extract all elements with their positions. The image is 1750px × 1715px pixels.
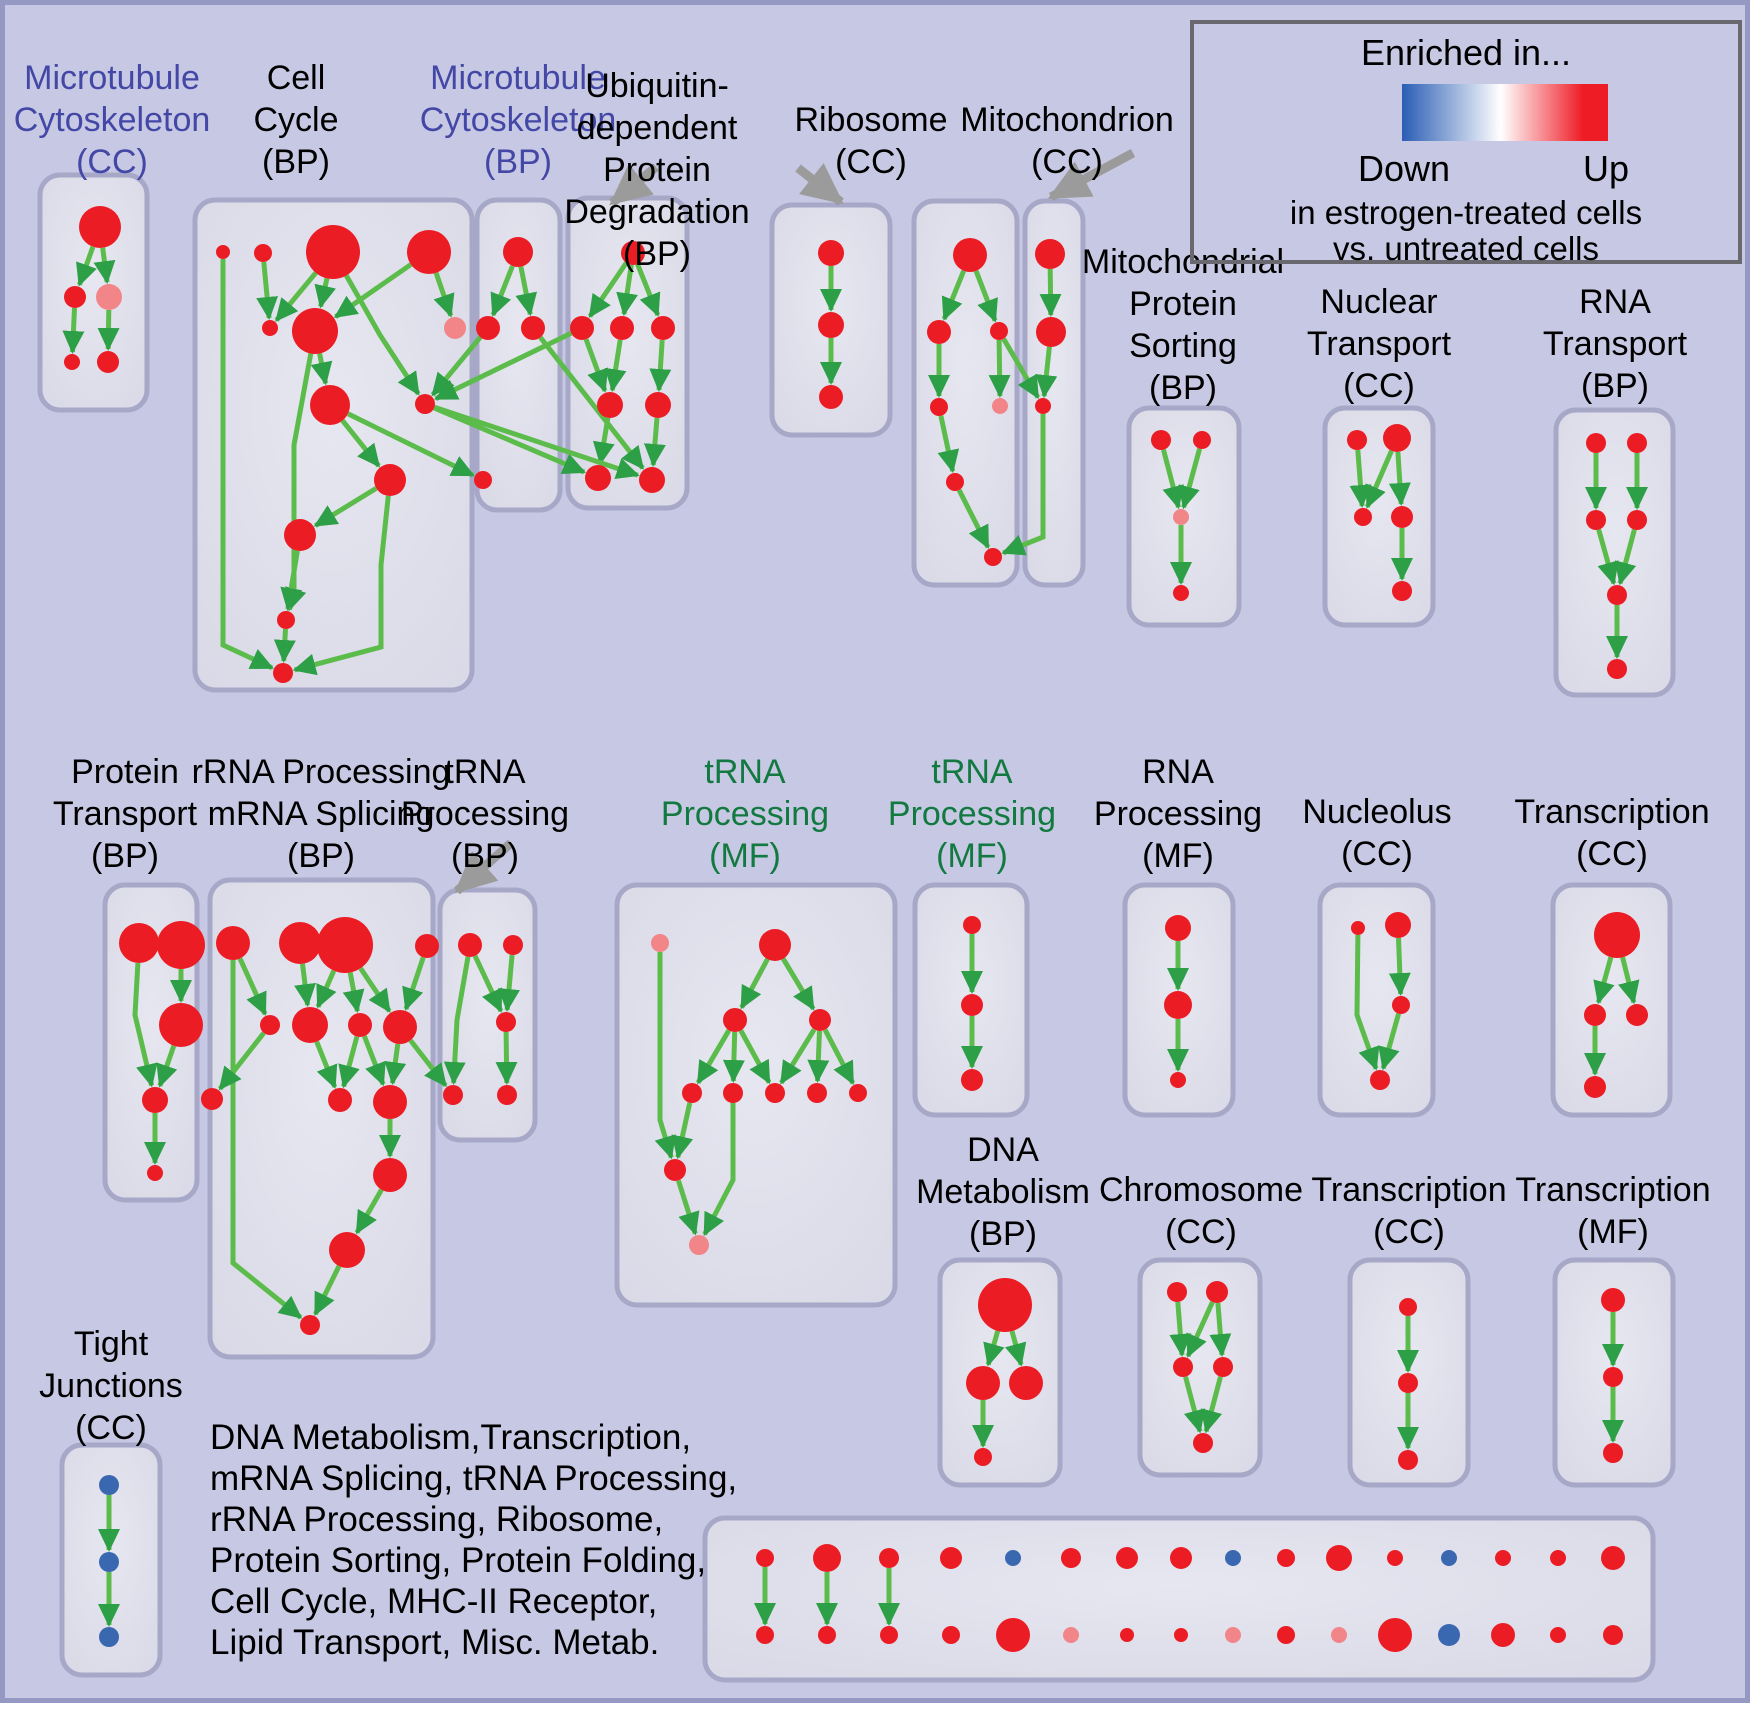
node-nucleolus-cc [1385,912,1411,938]
node-transcription-cc-upper [1594,912,1640,958]
node-trna-processing-bp [443,1085,463,1105]
node-rrna-processing-mrna-splicing-bp [328,1088,352,1112]
node-ribosome-cc [984,548,1002,566]
node-misc-categories-grid [1378,1618,1412,1652]
node-trna-processing-mf-large [682,1083,702,1103]
node-dna-metabolism-bp [974,1448,992,1466]
node-trna-processing-bp [458,933,482,957]
node-misc-categories-grid [1331,1627,1347,1643]
node-ribosome-cc [930,398,948,416]
node-rna-transport-bp [1586,510,1606,530]
node-misc-categories-grid [1120,1628,1134,1642]
cluster-label-nucleolus-cc: Nucleolus (CC) [1302,793,1452,873]
edge-mitochondrion-cc [1050,269,1051,315]
node-transcription-cc-lower [1398,1373,1418,1393]
cluster-label-microtubule-cytoskeleton-cc: Microtubule Cytoskeleton (CC) [13,59,211,181]
node-transcription-mf [1601,1288,1625,1312]
node-cell-cycle-bp [407,230,451,274]
edge-ribosome-cc [999,340,1000,396]
node-misc-categories-grid [1495,1550,1511,1566]
node-chromosome-cc [1206,1281,1228,1303]
node-microtubule-cytoskeleton-cc [96,284,122,310]
node-rna-transport-bp [1627,433,1647,453]
legend-subtitle-line2: vs. untreated cells [1333,230,1599,267]
node-nuclear-transport-cc [1391,506,1413,528]
node-cell-cycle-bp [415,394,435,414]
node-trna-processing-mf-large [759,929,791,961]
node-mitochondrial-protein-sorting-bp [1193,431,1211,449]
node-misc-categories-grid [879,1548,899,1568]
node-misc-categories-grid [940,1547,962,1569]
node-misc-categories-grid [756,1549,774,1567]
node-transcription-cc-upper [1626,1004,1648,1026]
node-misc-categories-grid [880,1626,898,1644]
node-tight-junctions-cc [99,1552,119,1572]
node-cell-cycle-bp [444,317,466,339]
node-microtubule-cytoskeleton-bp [503,237,533,267]
node-rrna-processing-mrna-splicing-bp [292,1007,328,1043]
edge-trna-processing-mf-large [818,1031,820,1081]
cluster-label-ribosome-cc: Ribosome (CC) [794,101,948,181]
misc-summary-text [210,1417,737,1663]
legend-title: Enriched in... [1360,32,1572,73]
misc-summary-line: rRNA Processing, Ribosome, [210,1500,664,1539]
edge-trna-processing-bp [506,1032,507,1083]
node-rrna-processing-mrna-splicing-bp [383,1010,417,1044]
legend-up-label: Up [1582,148,1630,189]
node-trna-processing-mf-large [689,1235,709,1255]
node-mitochondrion-cc [1035,239,1065,269]
node-trna-processing-mf-large [664,1159,686,1181]
node-chromosome-cc [1193,1433,1213,1453]
node-ribosome-cc [953,238,987,272]
node-nuclear-transport-cc [1383,424,1411,452]
node-nuclear-transport-cc [1392,581,1412,601]
node-ribosome-cc [927,320,951,344]
node-microtubule-cytoskeleton-cc [97,351,119,373]
cluster-box-nuclear-transport-cc [1325,408,1433,625]
node-mitochondrial-protein-sorting-bp [1173,509,1189,525]
node-rrna-processing-mrna-splicing-bp [317,917,373,973]
node-chromosome-cc [1173,1357,1193,1377]
node-cell-cycle-bp [310,385,350,425]
node-cell-cycle-bp [273,663,293,683]
cluster-label-rna-transport-bp: RNA Transport (BP) [1542,283,1688,405]
legend-down-label: Down [1357,148,1451,189]
node-misc-categories-grid [1550,1627,1566,1643]
node-misc-categories-grid [1441,1550,1457,1566]
node-misc-categories-grid [1063,1627,1079,1643]
node-microtubule-cytoskeleton-cc [64,354,80,370]
node-trna-processing-mf-small [961,1069,983,1091]
node-rrna-processing-mrna-splicing-bp [373,1085,407,1119]
legend-subtitle-line1: in estrogen-treated cells [1289,194,1643,231]
node-transcription-cc-upper [1584,1004,1606,1026]
cluster-label-trna-processing-mf-small: tRNA Processing (MF) [887,753,1057,875]
node-chromosome-cc [1213,1357,1233,1377]
cluster-label-tight-junctions-cc: Tight Junctions (CC) [39,1325,183,1447]
node-trna-processing-bp [497,1085,517,1105]
node-cell-cycle-bp [284,519,316,551]
node-rna-processing-mf [1164,991,1192,1019]
cluster-label-cell-cycle-bp: Cell Cycle (BP) [253,59,339,181]
node-rrna-processing-mrna-splicing-bp [260,1015,280,1035]
node-ubiquitin-degradation-bp-1 [651,316,675,340]
node-nucleolus-cc [1351,921,1365,935]
node-chromosome-cc [1167,1282,1187,1302]
node-protein-transport-bp [147,1165,163,1181]
node-transcription-cc-lower [1398,1450,1418,1470]
node-microtubule-cytoskeleton-bp [521,316,545,340]
misc-summary-line: DNA Metabolism,Transcription, [210,1418,692,1457]
node-protein-transport-bp [142,1087,168,1113]
node-misc-categories-grid [1174,1628,1188,1642]
misc-summary-line: Lipid Transport, Misc. Metab. [210,1623,660,1662]
node-cell-cycle-bp [216,245,230,259]
node-rna-transport-bp [1586,433,1606,453]
node-ribosome-cc [990,322,1008,340]
cluster-label-microtubule-cytoskeleton-bp: Microtubule Cytoskeleton (BP) [419,59,617,181]
node-ubiquitin-degradation-bp-1 [639,467,665,493]
node-trna-processing-mf-large [651,934,669,952]
node-misc-categories-grid [1005,1550,1021,1566]
cluster-label-trna-processing-bp: tRNA Processing (BP) [400,753,570,875]
node-misc-categories-grid [1491,1623,1515,1647]
edge-microtubule-cytoskeleton-cc [108,310,109,349]
node-misc-categories-grid [996,1618,1030,1652]
node-transcription-mf [1603,1367,1623,1387]
cluster-label-transcription-cc-upper: Transcription (CC) [1514,793,1710,873]
node-rrna-processing-mrna-splicing-bp [201,1088,223,1110]
node-ubiquitin-degradation-bp-2 [818,312,844,338]
node-transcription-cc-lower [1399,1298,1417,1316]
node-nucleolus-cc [1370,1070,1390,1090]
node-trna-processing-bp [496,1012,516,1032]
node-trna-processing-mf-small [963,916,981,934]
node-misc-categories-grid [818,1626,836,1644]
node-protein-transport-bp [119,923,159,963]
node-ubiquitin-degradation-bp-1 [570,316,594,340]
node-misc-categories-grid [1277,1549,1295,1567]
node-dna-metabolism-bp [966,1366,1000,1400]
node-ribosome-cc [946,473,964,491]
node-trna-processing-mf-large [723,1008,747,1032]
node-misc-categories-grid [1601,1546,1625,1570]
cluster-label-rna-processing-mf: RNA Processing (MF) [1093,753,1263,875]
node-misc-categories-grid [813,1544,841,1572]
edge-ubiquitin-degradation-bp-1 [659,340,662,390]
node-trna-processing-mf-large [807,1083,827,1103]
cluster-label-ubiquitin-degradation-bp: Ubiquitin-dependent Protein Degradation (BP) [564,67,750,273]
node-mitochondrion-cc [1035,398,1051,414]
node-ubiquitin-degradation-bp-2 [818,240,844,266]
node-cell-cycle-bp [262,320,278,336]
node-rna-transport-bp [1627,510,1647,530]
cluster-label-dna-metabolism-bp: DNA Metabolism (BP) [916,1131,1090,1253]
node-mitochondrial-protein-sorting-bp [1173,585,1189,601]
node-misc-categories-grid [1225,1550,1241,1566]
misc-summary-line: Cell Cycle, MHC-II Receptor, [210,1582,658,1621]
node-transcription-cc-upper [1584,1076,1606,1098]
node-rrna-processing-mrna-splicing-bp [415,934,439,958]
node-rrna-processing-mrna-splicing-bp [329,1232,365,1268]
cluster-box-misc-categories-grid [705,1518,1653,1680]
node-misc-categories-grid [1225,1627,1241,1643]
node-misc-categories-grid [1387,1550,1403,1566]
node-misc-categories-grid [1603,1625,1623,1645]
node-protein-transport-bp [157,921,205,969]
node-misc-categories-grid [756,1626,774,1644]
node-microtubule-cytoskeleton-cc [79,206,121,248]
node-ubiquitin-degradation-bp-2 [819,385,843,409]
node-nuclear-transport-cc [1354,508,1372,526]
node-ribosome-cc [992,398,1008,414]
node-rrna-processing-mrna-splicing-bp [373,1158,407,1192]
node-rrna-processing-mrna-splicing-bp [348,1013,372,1037]
edge-microtubule-cytoskeleton-cc [73,308,75,352]
node-ubiquitin-degradation-bp-1 [585,465,611,491]
node-rna-processing-mf [1165,915,1191,941]
node-ubiquitin-degradation-bp-1 [645,392,671,418]
node-nuclear-transport-cc [1347,430,1367,450]
legend-box [1190,20,1742,267]
cluster-label-mitochondrion-cc: Mitochondrion (CC) [960,101,1174,181]
node-misc-categories-grid [1438,1624,1460,1646]
node-nucleolus-cc [1392,996,1410,1014]
cluster-label-rrna-processing-mrna-splicing-bp: rRNA Processing mRNA Splicing (BP) [191,753,451,875]
node-trna-processing-mf-large [809,1009,831,1031]
node-ubiquitin-degradation-bp-1 [610,316,634,340]
node-cell-cycle-bp [254,244,272,262]
node-protein-transport-bp [159,1003,203,1047]
misc-summary-line: Protein Sorting, Protein Folding, [210,1541,707,1580]
node-cell-cycle-bp [277,611,295,629]
node-misc-categories-grid [1061,1548,1081,1568]
misc-summary-line: mRNA Splicing, tRNA Processing, [210,1459,738,1498]
node-cell-cycle-bp [292,308,338,354]
node-dna-metabolism-bp [978,1278,1032,1332]
node-tight-junctions-cc [99,1475,119,1495]
node-microtubule-cytoskeleton-cc [64,286,86,308]
edge-trna-processing-mf-large [733,1032,734,1081]
edge-nucleolus-cc [1399,938,1401,994]
node-trna-processing-mf-large [723,1083,743,1103]
node-cell-cycle-bp [374,464,406,496]
node-cell-cycle-bp [306,225,360,279]
node-trna-processing-mf-small [961,994,983,1016]
cluster-label-trna-processing-mf-large: tRNA Processing (MF) [660,753,830,875]
node-misc-categories-grid [1326,1545,1352,1571]
node-rrna-processing-mrna-splicing-bp [300,1315,320,1335]
node-misc-categories-grid [1277,1626,1295,1644]
cluster-label-chromosome-cc: Chromosome (CC) [1098,1171,1304,1251]
edge-cell-cycle-bp [284,629,286,661]
node-mitochondrial-protein-sorting-bp [1151,430,1171,450]
legend-gradient-bar [1402,84,1608,141]
node-mitochondrion-cc [1036,317,1066,347]
cluster-label-transcription-mf: Transcription (MF) [1515,1171,1711,1251]
cluster-label-mitochondrial-protein-sorting-bp: Mitochondrial Protein Sorting (BP) [1081,243,1285,407]
node-misc-categories-grid [942,1626,960,1644]
cluster-label-protein-transport-bp: Protein Transport (BP) [52,753,198,875]
cluster-label-nuclear-transport-cc: Nuclear Transport (CC) [1306,283,1452,405]
node-misc-categories-grid [1170,1547,1192,1569]
node-rrna-processing-mrna-splicing-bp [216,926,250,960]
node-tight-junctions-cc [99,1627,119,1647]
node-misc-categories-grid [1116,1547,1138,1569]
node-rrna-processing-mrna-splicing-bp [279,922,321,964]
node-trna-processing-bp [503,935,523,955]
node-microtubule-cytoskeleton-bp [474,471,492,489]
node-rna-processing-mf [1170,1072,1186,1088]
node-dna-metabolism-bp [1009,1366,1043,1400]
node-rna-transport-bp [1607,659,1627,679]
node-ubiquitin-degradation-bp-1 [597,392,623,418]
cluster-label-transcription-cc-lower: Transcription (CC) [1311,1171,1507,1251]
node-misc-categories-grid [1550,1550,1566,1566]
node-rna-transport-bp [1607,585,1627,605]
node-transcription-mf [1603,1443,1623,1463]
node-trna-processing-mf-large [765,1083,785,1103]
node-trna-processing-mf-large [849,1084,867,1102]
edge-nuclear-transport-cc [1398,452,1401,504]
node-microtubule-cytoskeleton-bp [476,316,500,340]
